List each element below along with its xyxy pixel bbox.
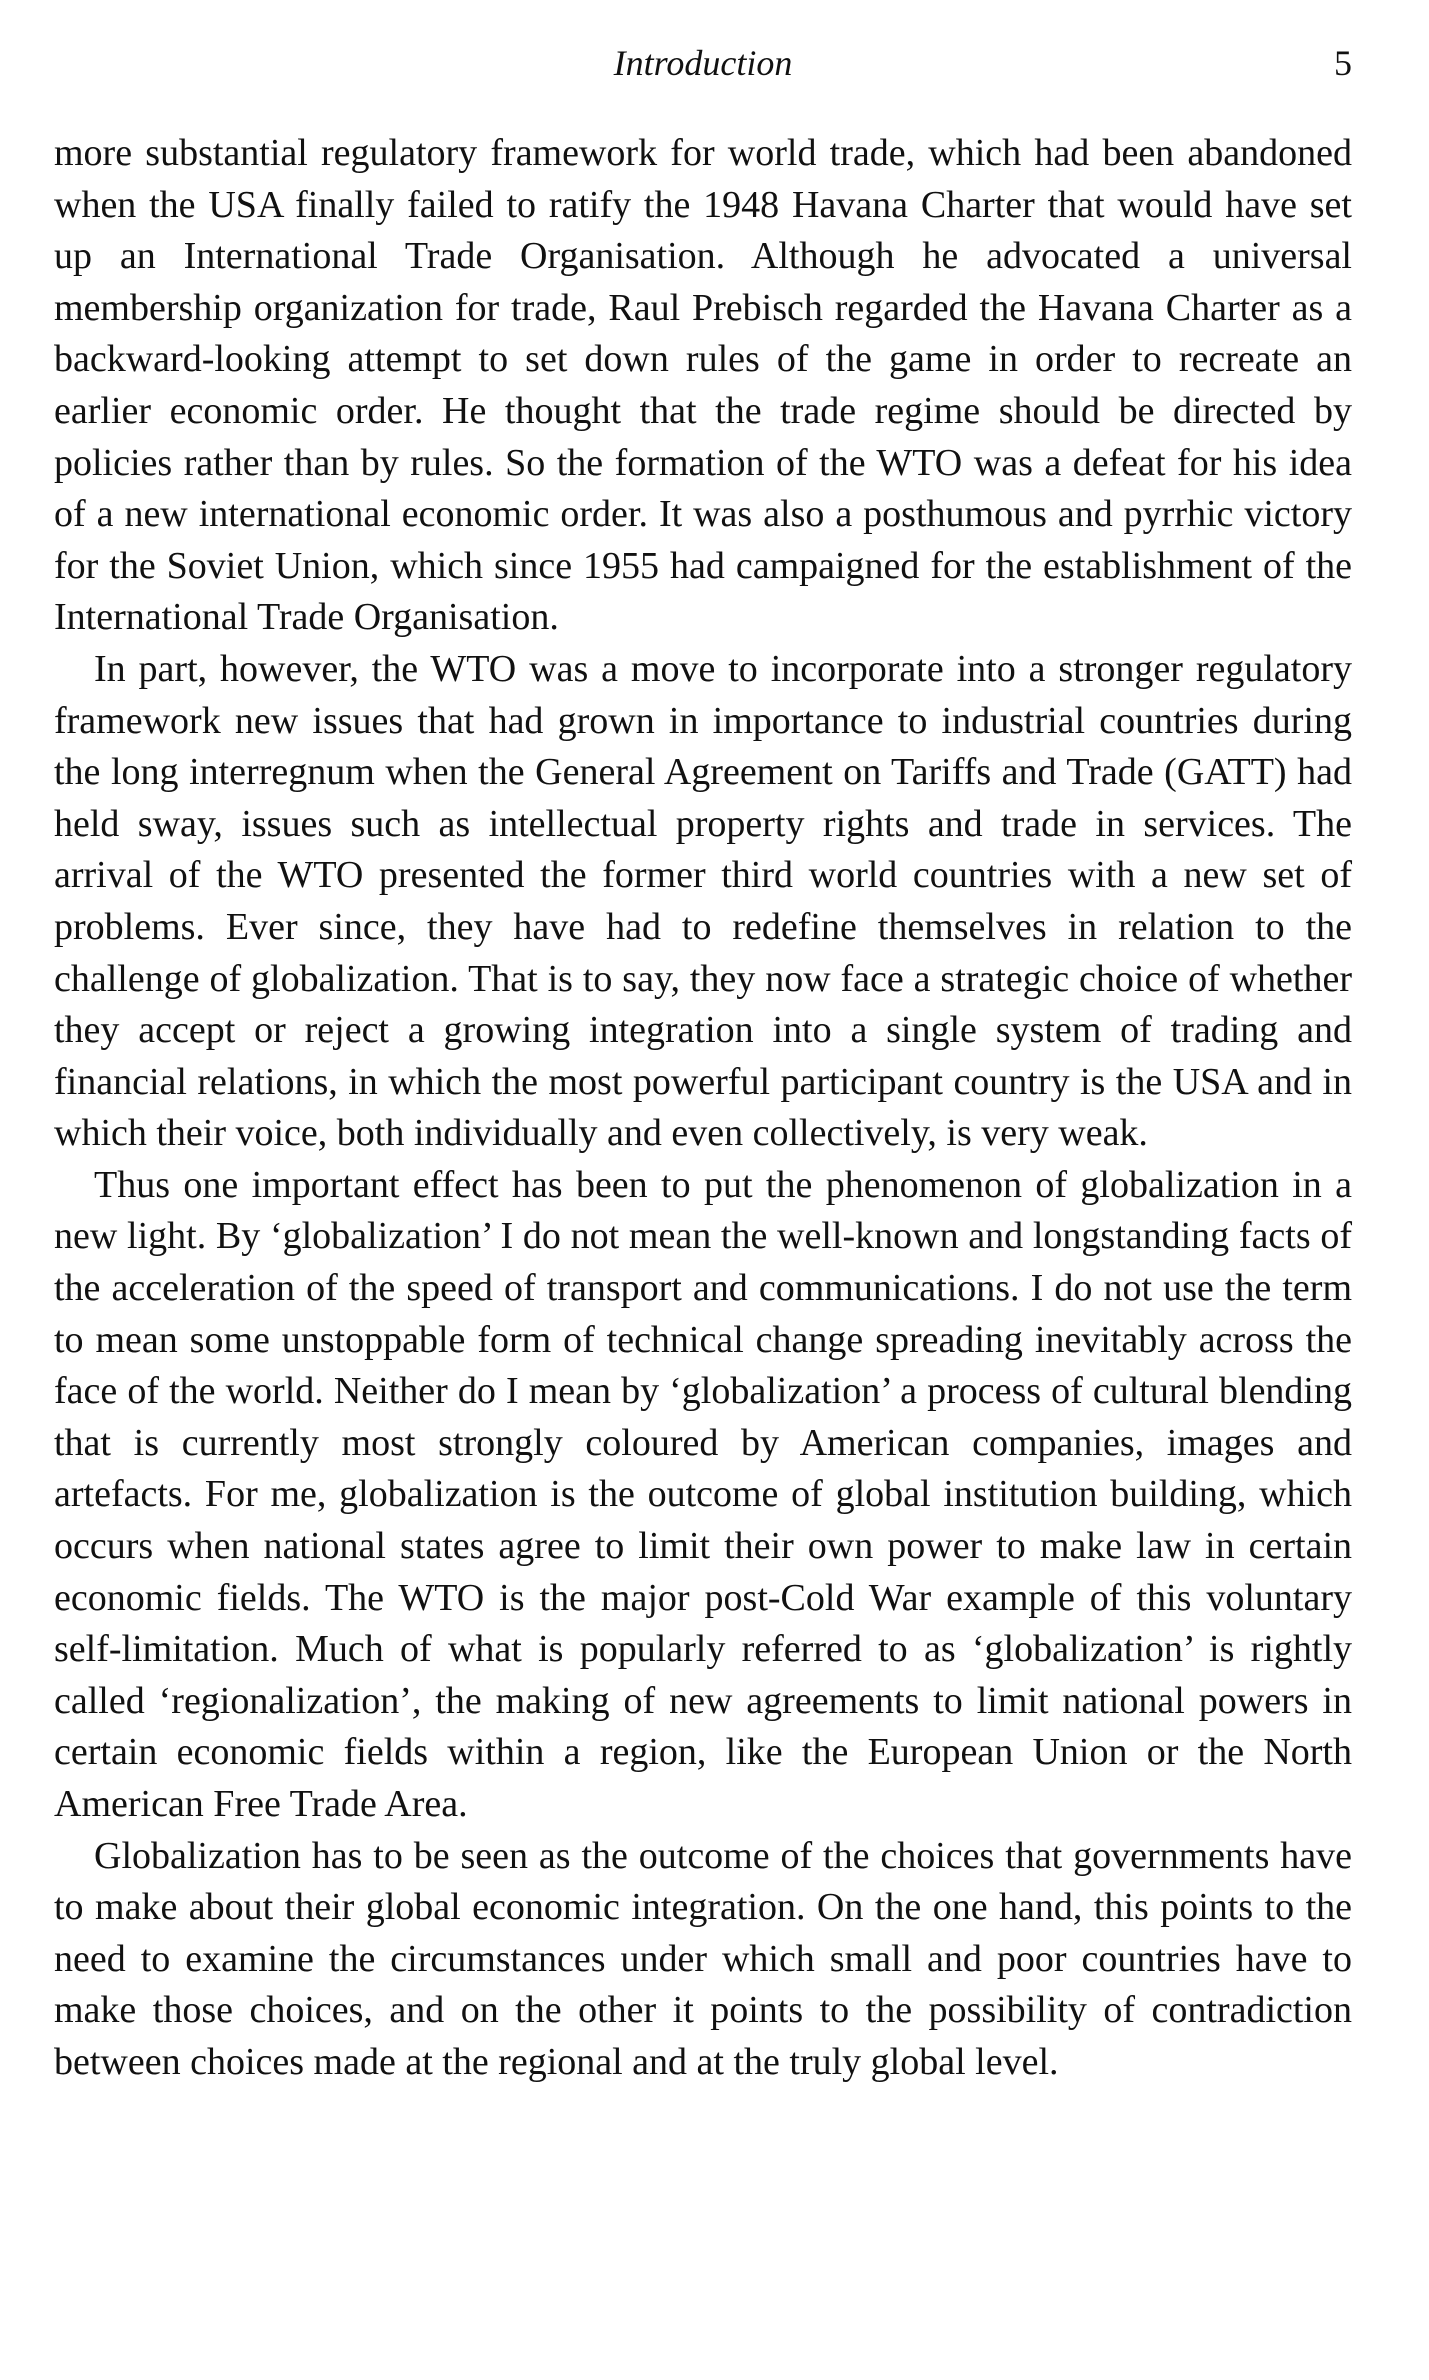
page-number: 5 [1334,43,1352,83]
running-head [54,38,1352,88]
paragraph-2: In part, however, the WTO was a move to incorporate into a stronger regulatory framework new issues that had grown in importance to industrial countries during the long interregnum when the General Agreement on Tariffs and Trade (GATT) had held sway, issues such as intellectual property rights and trade in services. The arrival of the WTO presented the former third world countries with a new set of problems. Ever since, they have had to redefine themselves in relation to the challenge of globalization. That is to say, they now face a strategic choice of whether they accept or reject a growing integration into a single system of trading and financial relations, in which the most powerful participant country is the USA and in which their voice, both individually and even collectively, is very weak. [54,647,1352,1155]
running-title: Introduction [613,43,793,83]
paragraph-1: more substantial regulatory framework for world trade, which had been abandoned when the USA finally failed to ratify the 1948 Havana Charter that would have set up an International Trade Organisation. Although he advocated a universal membership organization for trade, Raul Prebisch regarded the Havana Charter as a backward-looking attempt to set down rules of the game in order to recreate an earlier economic order. He thought that the trade regime should be directed by policies rather than by rules. So the formation of the WTO was a defeat for his idea of a new international economic order. It was also a posthumous and pyrrhic victory for the Soviet Union, which since 1955 had campaigned for the establishment of the International Trade Organisation. [54,132,1352,639]
paragraph-4: Globalization has to be seen as the outcome of the choices that governments have to make about their global economic integration. On the one hand, this points to the need to examine the circumstances under which small and poor countries have to make those choices, and on the other it points to the possibility of contradiction between choices made at the regional and at the truly global level. [54,1834,1352,2083]
paragraph-3: Thus one important effect has been to put the phenomenon of globalization in a new light. By ‘globalization’ I do not mean the well-known and longstanding facts of the acceleration of the speed of transport and communications. I do not use the term to mean some unstoppable form of technical change spreading inevitably across the face of the world. Neither do I mean by ‘globalization’ a process of cultural blending that is currently most strongly coloured by American companies, images and artefacts. For me, globalization is the outcome of global institution building, which occurs when national states agree to limit their own power to make law in certain economic fields. The WTO is the major post-Cold War example of this voluntary self-limitation. Much of what is popularly referred to as ‘globalization’ is rightly called ‘regionalization’, the making of new agreements to limit national powers in certain economic fields within a region, like the European Union or the North American Free Trade Area. [54,1163,1352,1825]
book-page [54,38,1352,2089]
body-text [54,128,1352,2089]
